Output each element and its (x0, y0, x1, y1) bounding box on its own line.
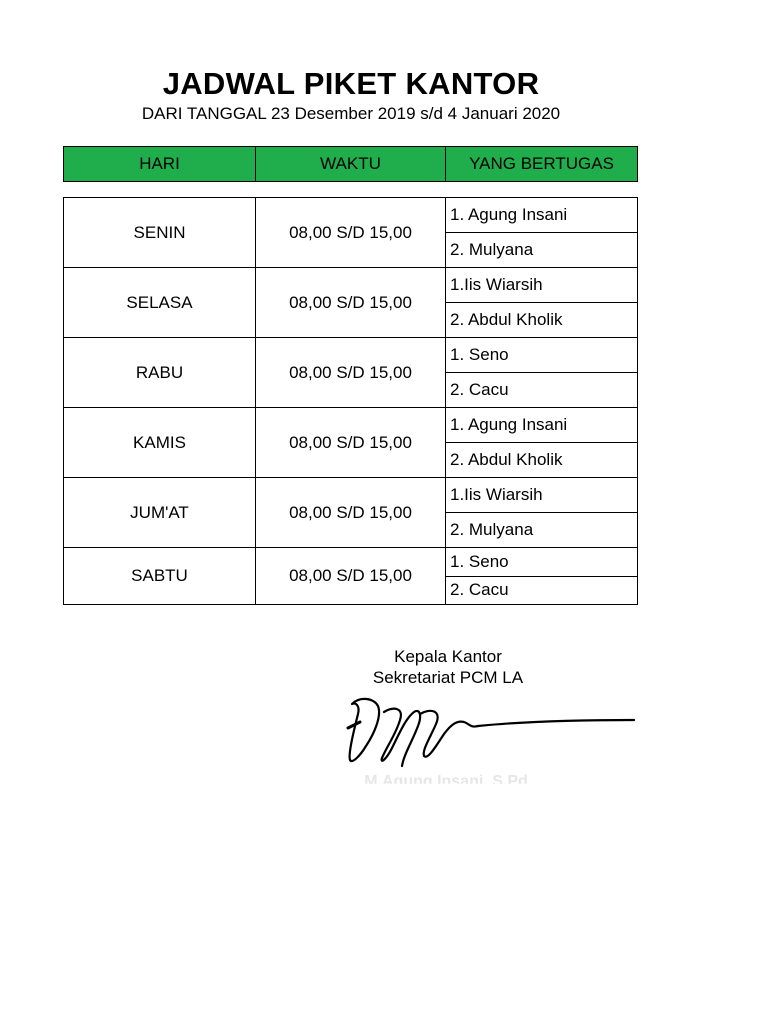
schedule-table (63, 197, 638, 605)
staff-name: 1. Agung Insani (446, 408, 637, 443)
day-cell: SABTU (64, 548, 256, 604)
staff-name: 2. Abdul Kholik (450, 310, 563, 329)
time-cell: 08,00 S/D 15,00 (256, 478, 446, 547)
staff-name: 2. Cacu (450, 580, 509, 600)
table-row (63, 408, 638, 478)
staff-name: 1.Iis Wiarsih (446, 478, 637, 513)
staff-name: 2. Cacu (450, 380, 509, 399)
staff-name: 1.Iis Wiarsih (446, 268, 637, 303)
header-waktu: WAKTU (256, 147, 446, 181)
staff-name: 2. Mulyana (450, 520, 534, 539)
document-title: JADWAL PIKET KANTOR (162, 66, 540, 101)
staff-name: 1. Seno (446, 548, 637, 577)
staff-name: 2. Abdul Kholik (450, 450, 563, 469)
header-yang-bertugas: YANG BERTUGAS (469, 154, 614, 173)
time-cell: 08,00 S/D 15,00 (256, 338, 446, 407)
staff-cell (446, 268, 637, 337)
time-cell: 08,00 S/D 15,00 (256, 268, 446, 337)
document-subtitle: DARI TANGGAL 23 Desember 2019 s/d 4 Januari 2020 (141, 104, 561, 123)
handwritten-signature (338, 690, 638, 785)
staff-cell (446, 478, 637, 547)
table-row (63, 478, 638, 548)
signature-title-line1: Kepala Kantor (394, 647, 502, 666)
table-row (63, 338, 638, 408)
table-header (63, 146, 638, 182)
staff-cell (446, 198, 637, 267)
header-hari: HARI (64, 147, 256, 181)
signature-image (338, 690, 638, 785)
table-row (63, 198, 638, 268)
day-cell: JUM'AT (64, 478, 256, 547)
day-cell: KAMIS (64, 408, 256, 477)
table-row (63, 268, 638, 338)
table-row (63, 548, 638, 605)
staff-cell (446, 338, 637, 407)
staff-name: 2. Mulyana (450, 240, 534, 259)
day-cell: RABU (64, 338, 256, 407)
staff-cell (446, 548, 637, 604)
day-cell: SENIN (64, 198, 256, 267)
staff-cell (446, 408, 637, 477)
time-cell: 08,00 S/D 15,00 (256, 548, 446, 604)
time-cell: 08,00 S/D 15,00 (256, 198, 446, 267)
signature-title-line2: Sekretariat PCM LA (372, 668, 524, 687)
day-cell: SELASA (64, 268, 256, 337)
time-cell: 08,00 S/D 15,00 (256, 408, 446, 477)
staff-name: 1. Seno (446, 338, 637, 373)
staff-name: 1. Agung Insani (446, 198, 637, 233)
